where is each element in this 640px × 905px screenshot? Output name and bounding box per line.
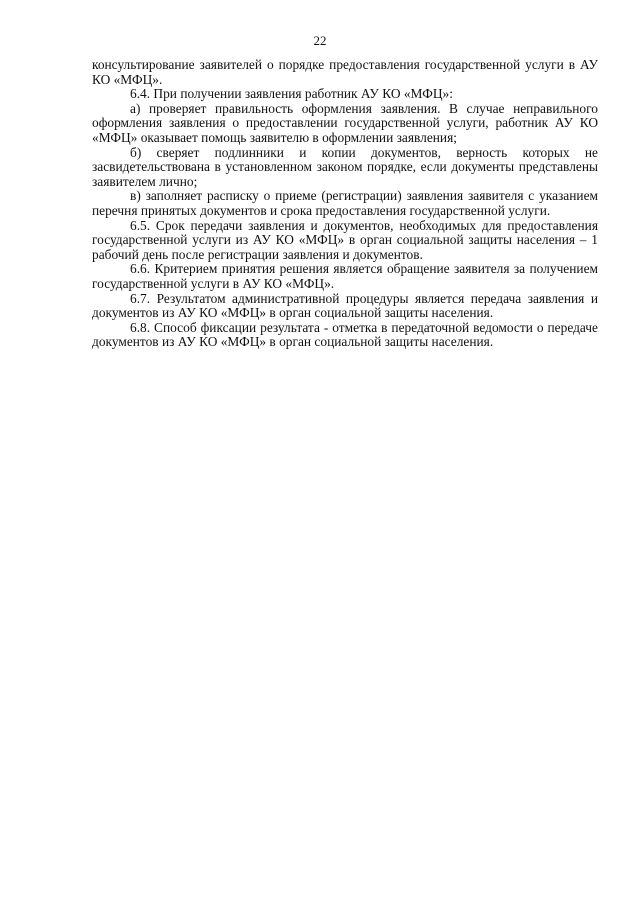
paragraph-6-7: 6.7. Результатом административной процедуры является передача заявления и документов из АУ КО «МФЦ» в орган социальной защиты населения. [92, 290, 598, 321]
paragraph-6-4-a: а) проверяет правильность оформления заявления. В случае неправильного оформления заявления о предоставлении государственной услуги, работник АУ КО «МФЦ» оказывает помощь заявителю в оформлении заявления; [92, 100, 598, 145]
paragraph-6-5: 6.5. Срок передачи заявления и документов, необходимых для предоставления государственной услуги из АУ КО «МФЦ» в орган социальной защиты населения – 1 рабочий день после регистрации заявления и документов. [92, 217, 598, 262]
paragraph-6-6: 6.6. Критерием принятия решения является обращение заявителя за получением государственной услуги в АУ КО «МФЦ». [92, 261, 598, 291]
paragraph-6-8: 6.8. Способ фиксации результата - отметка в передаточной ведомости о передаче документов из АУ КО «МФЦ» в орган социальной защиты населения. [92, 319, 598, 350]
paragraph-6-4-b: б) сверяет подлинники и копии документов, верность которых не засвидетельствована в установленном законом порядке, если документы представлены заявителем лично; [92, 144, 598, 189]
paragraph-continuation: консультирование заявителей о порядке предоставления государственной услуги в АУ КО «МФЦ». [92, 57, 598, 87]
paragraph-6-4-v: в) заполняет расписку о приеме (регистрации) заявления заявителя с указанием перечня принятых документов и срока предоставления государственной услуги. [92, 188, 598, 218]
paragraph-6-4: 6.4. При получении заявления работник АУ КО «МФЦ»: [130, 86, 453, 102]
page-number: 22 [313, 33, 327, 48]
document-body [92, 58, 598, 350]
